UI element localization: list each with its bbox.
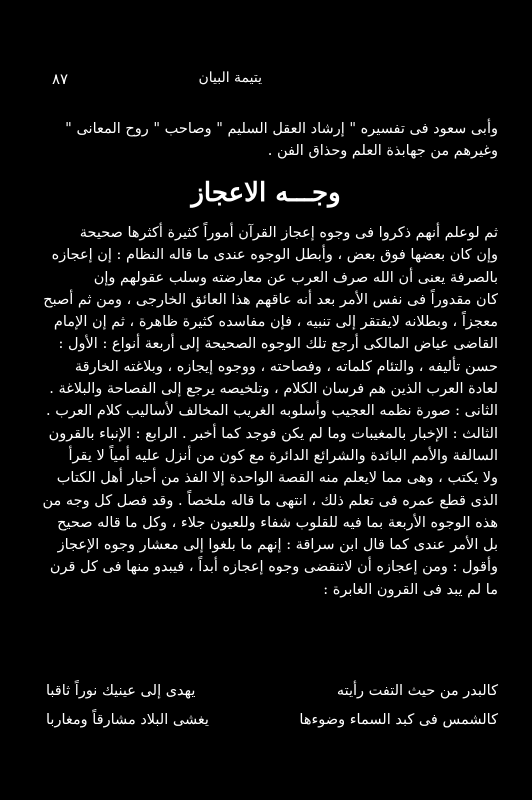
text-line: السالفة والأمم البائدة والشرائع الدائرة مع كون من أنزل عليه أمياً لا يقرأ	[68, 447, 498, 464]
intro-paragraph	[34, 118, 498, 163]
text-line: وإن كان بعضها فوق بعض ، وأبطل الوجوه عندى ما قاله النظام : إن إعجازه	[51, 247, 498, 264]
verse-line	[46, 683, 498, 707]
verse-second-hemistich: يغشى البلاد مشارقاً ومغاربا	[46, 712, 209, 728]
text-line: كان مقدوراً فى نفس الأمر بعد أنه عاقهم هذا العائق الخارجى ، ومن ثم أصبح	[43, 291, 498, 308]
page-header	[40, 70, 492, 92]
text-line: لعادة العرب الذين هم فرسان الكلام ، وتلخيصه يرجع إلى الفصاحة والبلاغة .	[49, 381, 498, 398]
page-number: ٨٧	[52, 70, 69, 88]
text-line: وغيرهم من جهابذة العلم وحذاق الفن .	[267, 143, 498, 160]
running-title: يتيمة البيان	[198, 70, 262, 86]
verse-second-hemistich: يهدى إلى عينيك نوراً ثاقبا	[46, 683, 196, 699]
text-line: ولا يكتب ، وهى مما لايعلم منه القصة الواحدة إلا الفذ من أحبار أهل الكتاب	[56, 470, 498, 487]
text-line: وأقول : ومن إعجازه أن لاتنقضى وجوه إعجازه أبداً ، فيبدو منها فى كل قرن	[49, 559, 498, 576]
verse-first-hemistich: كالبدر من حيث التفت رأيته	[336, 683, 498, 699]
text-line: القاضى عياض المالكى أرجع تلك الوجوه الصحيحة إلى أربعة أنواع : الأول :	[58, 336, 498, 353]
section-heading: وجـــه الاعجاز	[191, 178, 341, 208]
text-line: ما لم يبد فى القرون الغابرة :	[323, 581, 498, 598]
text-line: حسن تأليفه ، والتئام كلماته ، وفصاحته ، ووجوه إيجازه ، وبلاغته الخارقة	[74, 358, 498, 375]
text-line: بالصرفة يعنى أن الله صرف العرب عن معارضته وسلب عقولهم وإن	[93, 269, 498, 286]
text-line: معجزاً ، وبطلانه لايفتقر إلى تنبيه ، فإن مفاسده كثيرة ظاهرة ، ثم إن الإمام	[53, 314, 498, 331]
text-line: ثم لوعلم أنهم ذكروا فى وجوه إعجاز القرآن أموراً كثيرة أكثرها صحيحة	[79, 225, 498, 241]
text-line: الثالث : الإخبار بالمغيبات وما لم يكن فوجد كما أخبر . الرابع : الإنباء بالقرون	[48, 425, 498, 442]
text-line: وأبى سعود فى تفسيره " إرشاد العقل السليم " وصاحب " روح المعانى "	[65, 121, 498, 137]
text-line: هذه الوجوه الأربعة بما فيه للقلوب شفاء وللعيون جلاء ، وكل ما قاله صحيح	[57, 514, 498, 531]
verse-first-hemistich: كالشمس فى كبد السماء وضوءها	[299, 712, 498, 728]
body-paragraph	[34, 222, 498, 601]
text-line: الثانى : صورة نظمه العجيب وأسلوبه الغريب المخالف لأساليب كلام العرب .	[46, 403, 498, 420]
text-line: الذى قطع عمره فى تعلم ذلك ، انتهى ما قاله ملخصاً . وقد فصل كل وجه من	[42, 492, 498, 509]
text-line: بل الأمر عندى كما قال ابن سراقة : إنهم ما بلغوا إلى معشار وجوه الإعجاز	[57, 537, 498, 554]
verse-line	[46, 712, 498, 736]
